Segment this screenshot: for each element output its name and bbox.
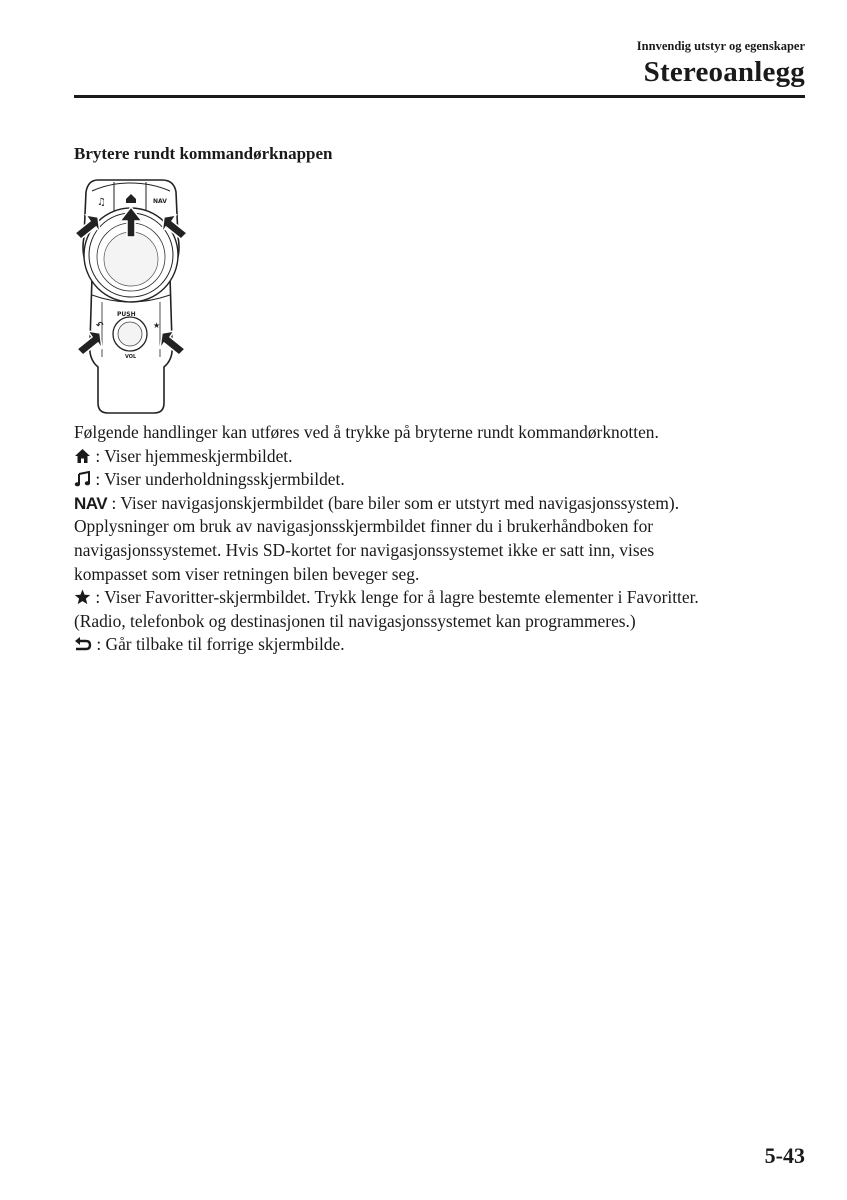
home-line: : Viser hjemmeskjermbildet. — [74, 445, 809, 469]
music-note-icon: ♫ — [97, 197, 106, 208]
push-label: PUSH — [117, 311, 136, 318]
vol-label: VOL — [125, 354, 137, 360]
commander-knob-illustration — [70, 177, 192, 415]
music-note-icon — [74, 471, 91, 487]
page-title: Stereoanlegg — [643, 56, 805, 88]
star-icon — [74, 589, 91, 605]
nav-icon: NAV — [74, 493, 108, 513]
back-arrow-icon — [74, 636, 92, 652]
page-number: 5-43 — [764, 1143, 805, 1168]
back-line: : Går tilbake til forrige skjermbilde. — [74, 633, 809, 657]
nav-line-4: kompasset som viser retningen bilen beveger seg. — [74, 563, 420, 584]
chapter-title: Innvendig utstyr og egenskaper — [636, 39, 805, 53]
nav-line-2: Opplysninger om bruk av navigasjonsskjermbildet finner du i brukerhåndboken for — [74, 516, 654, 537]
nav-line-3: navigasjonssystemet. Hvis SD-kortet for navigasjonssystemet ikke er satt inn, vises — [74, 539, 655, 560]
section-heading: Brytere rundt kommandørknappen — [74, 144, 333, 163]
back-arrow-icon: ↶ — [96, 321, 104, 331]
body-text — [74, 421, 809, 657]
home-icon — [74, 448, 91, 464]
music-line: : Viser underholdningsskjermbildet. — [74, 468, 809, 492]
star-line-2: (Radio, telefonbok og destinasjonen til navigasjonssystemet kan programmeres.) — [74, 610, 636, 631]
intro-paragraph: Følgende handlinger kan utføres ved å trykke på bryterne rundt kommandørknotten. — [74, 422, 659, 442]
nav-label: NAV — [153, 198, 167, 205]
nav-line-1: NAV : Viser navigasjonskjermbildet (bare biler som er utstyrt med navigasjonssystem). — [74, 492, 680, 513]
header-divider — [74, 95, 805, 98]
star-icon: ★ — [153, 321, 161, 330]
star-line-1: : Viser Favoritter-skjermbildet. Trykk lenge for å lagre bestemte elementer i Favoritter. — [74, 586, 809, 610]
